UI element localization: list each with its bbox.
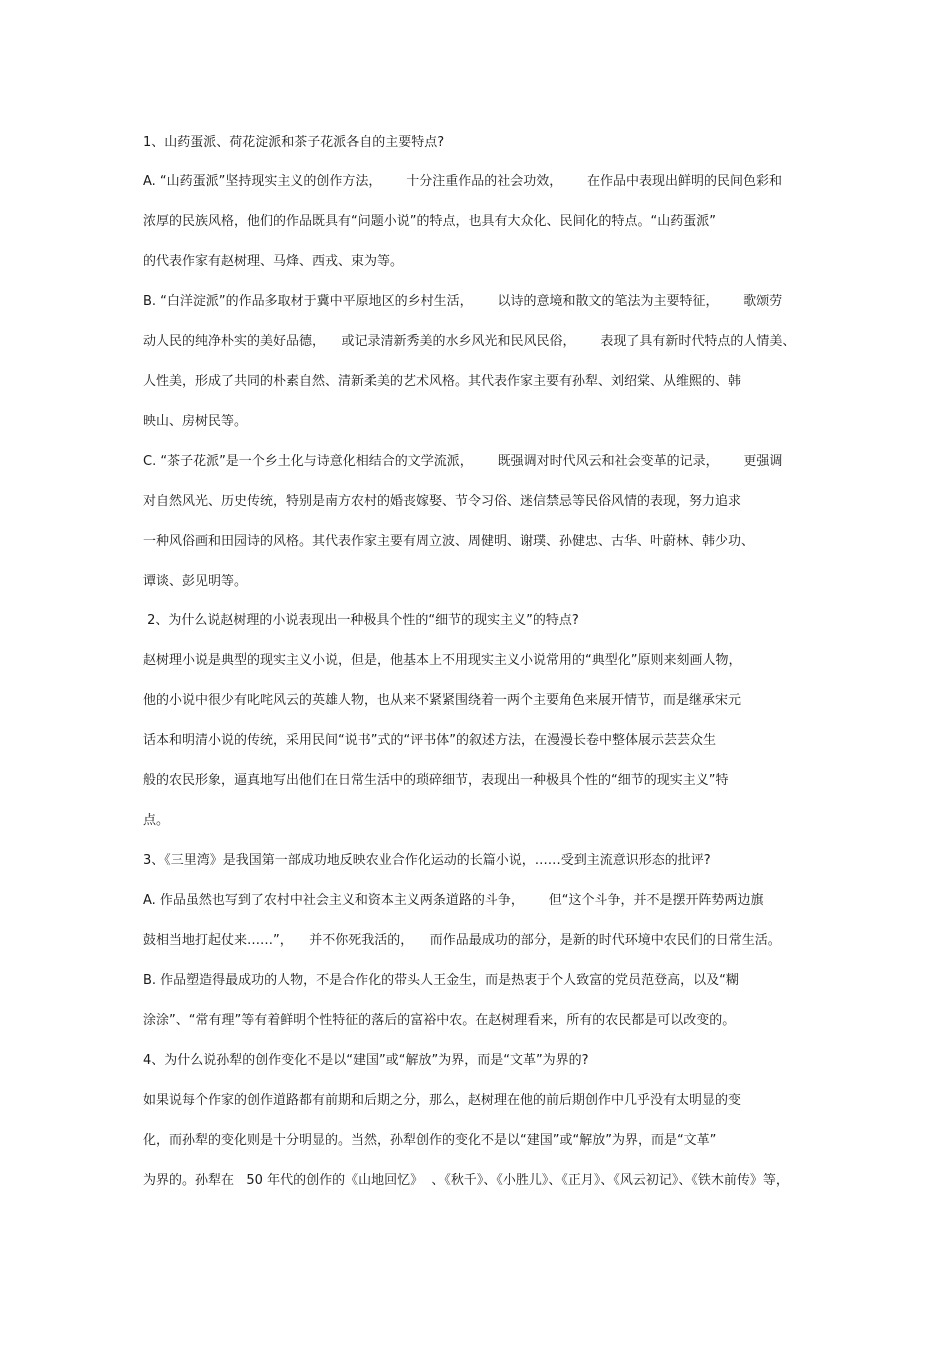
q2-answer-line-2: 他的小说中很少有叱咤风云的英雄人物，也从来不紧紧围绕着一两个主要角色来展开情节，而是继承宋元	[143, 693, 742, 708]
q3-a-line-2: 鼓相当地打起仗来……”， 并不你死我活的， 而作品最成功的部分，是新的时代环境中农民们的日常生活。	[143, 933, 781, 948]
q1-c-line-1: C. “茶子花派”是一个乡土化与诗意化相结合的文学流派， 既强调对时代风云和社会变革的记录， 更强调	[143, 454, 783, 469]
q1-c-line-3: 一种风俗画和田园诗的风格。其代表作家主要有周立波、周健明、谢璞、孙健忠、古华、叶蔚林、韩少功、	[143, 534, 755, 549]
q1-b-line-1: B. “白洋淀派”的作品多取材于冀中平原地区的乡村生活， 以诗的意境和散文的笔法为主要特征， 歌颂劳	[143, 294, 783, 309]
q1-b-line-2: 动人民的纯净朴实的美好品德， 或记录清新秀美的水乡风光和民风民俗， 表现了具有新时代特点的人情美、	[143, 334, 796, 349]
q4-answer-line-3: 为界的。孙犁在 50 年代的创作的《山地回忆》 、《秋千》、《小胜儿》、《正月》、《风云初记》、《铁木前传》等，	[143, 1173, 789, 1188]
q1-c-line-4: 谭谈、彭见明等。	[143, 574, 248, 589]
q2-answer-line-3: 话本和明清小说的传统，采用民间“说书”式的“评书体”的叙述方法，在漫漫长卷中整体展示芸芸众生	[143, 733, 716, 748]
q1-a-line-2: 浓厚的民族风格，他们的作品既具有“问题小说”的特点，也具有大众化、民间化的特点。“山药蛋派”	[143, 214, 716, 229]
q1-a-line-1: A. “山药蛋派”坚持现实主义的创作方法， 十分注重作品的社会功效， 在作品中表现出鲜明的民间色彩和	[143, 174, 782, 189]
q1-a-line-3: 的代表作家有赵树理、马烽、西戎、束为等。	[143, 254, 404, 269]
q3-a-line-1: A. 作品虽然也写到了农村中社会主义和资本主义两条道路的斗争， 但“这个斗争，并不是摆开阵势两边旗	[143, 893, 764, 908]
q1-b-line-4: 映山、房树民等。	[143, 414, 248, 429]
q1-c-line-2: 对自然风光、历史传统，特别是南方农村的婚丧嫁娶、节令习俗、迷信禁忌等民俗风情的表现，努力追求	[143, 494, 742, 509]
q2-answer-line-1: 赵树理小说是典型的现实主义小说，但是，他基本上不用现实主义小说常用的“典型化”原则来刻画人物，	[143, 653, 742, 668]
q3-b-line-2: 涂涂”、“常有理”等有着鲜明个性特征的落后的富裕中农。在赵树理看来，所有的农民都是可以改变的。	[143, 1013, 736, 1028]
q4-answer-line-1: 如果说每个作家的创作道路都有前期和后期之分，那么，赵树理在他的前后期创作中几乎没有太明显的变	[143, 1093, 742, 1108]
q1-heading: 1、山药蛋派、荷花淀派和茶子花派各自的主要特点?	[143, 135, 445, 150]
q2-heading: 2、为什么说赵树理的小说表现出一种极具个性的“细节的现实主义”的特点?	[143, 613, 579, 628]
q2-answer-line-5: 点。	[143, 813, 170, 828]
q1-b-line-3: 人性美，形成了共同的朴素自然、清新柔美的艺术风格。其代表作家主要有孙犁、刘绍棠、从维熙的、韩	[143, 374, 742, 389]
q4-answer-line-2: 化，而孙犁的变化则是十分明显的。当然，孙犁创作的变化不是以“建国”或“解放”为界，而是“文革”	[143, 1133, 717, 1148]
q2-answer-line-4: 般的农民形象，逼真地写出他们在日常生活中的琐碎细节，表现出一种极具个性的“细节的现实主义”特	[143, 773, 729, 788]
q3-b-line-1: B. 作品塑造得最成功的人物，不是合作化的带头人王金生，而是热衷于个人致富的党员范登高，以及“糊	[143, 973, 739, 988]
q3-heading: 3、《三里湾》是我国第一部成功地反映农业合作化运动的长篇小说，……受到主流意识形态的批评?	[143, 853, 711, 868]
q4-heading: 4、为什么说孙犁的创作变化不是以“建国”或“解放”为界，而是“文革”为界的?	[143, 1053, 589, 1068]
